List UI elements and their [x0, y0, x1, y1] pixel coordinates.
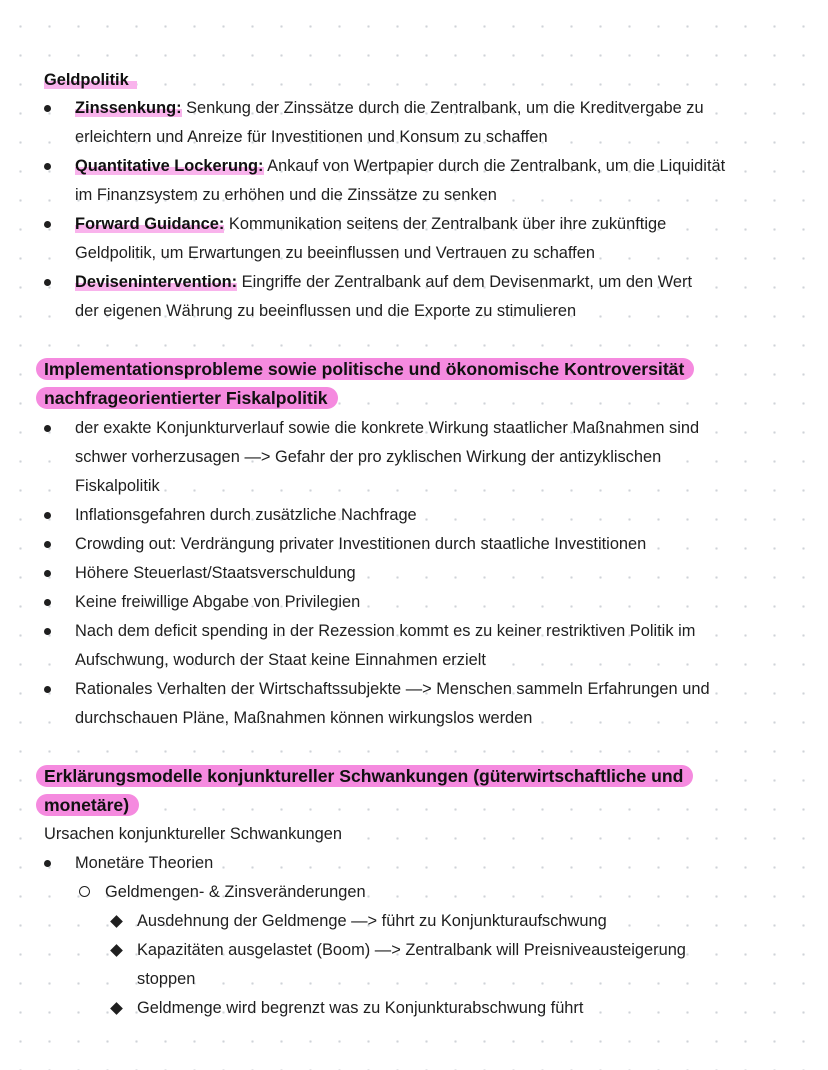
diamond-icon — [110, 1002, 123, 1015]
bullet-icon — [44, 860, 51, 867]
list-item-continuation: im Finanzsystem zu erhöhen und die Zinssätze zu senken — [75, 186, 497, 204]
section-heading-implementation-line2: nachfrageorientierter Fiskalpolitik — [36, 384, 338, 413]
bullet-icon — [44, 686, 51, 693]
bullet-icon — [44, 541, 51, 548]
hollow-circle-icon — [79, 886, 90, 897]
list-item-continuation: Geldpolitik, um Erwartungen zu beeinflussen und Vertrauen zu schaffen — [75, 244, 595, 262]
list-item-term: Zinssenkung: — [75, 99, 182, 117]
section-heading-implementation: Implementationsprobleme sowie politische und ökonomische Kontroversität — [36, 355, 694, 384]
bullet-icon — [44, 599, 51, 606]
list-item-continuation: der eigenen Währung zu beeinflussen und die Exporte zu stimulieren — [75, 302, 577, 320]
list-item-text: Ankauf von Wertpapier durch die Zentralbank, um die Liquidität — [263, 157, 726, 175]
intro-text: Ursachen konjunktureller Schwankungen — [44, 825, 342, 843]
bullet-icon — [44, 425, 51, 432]
bullet-icon — [44, 105, 51, 112]
list-item-continuation: erleichtern und Anreize für Investitionen und Konsum zu schaffen — [75, 128, 548, 146]
bullet-icon — [44, 279, 51, 286]
diamond-icon — [110, 915, 123, 928]
bullet-icon — [44, 512, 51, 519]
bullet-icon — [44, 221, 51, 228]
list-item-term: Forward Guidance: — [75, 215, 225, 233]
list-item-term: Devisenintervention: — [75, 273, 238, 291]
list-item-text: Kommunikation seitens der Zentralbank über ihre zukünftige — [224, 215, 667, 233]
list-item-text: Eingriffe der Zentralbank auf dem Devisenmarkt, um den Wert — [237, 273, 693, 291]
diamond-icon — [110, 944, 123, 957]
list-item-term: Quantitative Lockerung: — [75, 157, 264, 175]
section-heading-geldpolitik: Geldpolitik — [44, 66, 137, 95]
bullet-icon — [44, 628, 51, 635]
note-page: Geldpolitik Zinssenkung: Senkung der Zinssätze durch die Zentralbank, um die Kreditvergabe zu erleichtern und Anreize für Investitionen und Konsum zu schaffen Quantitative Lockerung: Ankauf von Wertpapier durch die Zentralbank, um die Liquidität im Finanzsystem zu erhöhen und die Zinssätze zu senken Forward Guidance: Kommunikation seitens der Zentralbank über ihre zukünftige Geldpolitik, um Erwartungen zu beeinflussen und Vertrauen zu schaffen Devisenintervention: Eingriffe der Zentralbank auf dem Devisenmarkt, um den Wert der eigenen Währung zu beeinflussen und die Exporte zu stimulieren Implementationsprobleme sowie politische und ökonomische Kontroversität nachfrageorientierter Fiskalpolitik der exakte Konjunkturverlauf sowie die konkrete Wirkung staatlicher Maßnahmen sind schwer vorherzusagen —> Gefahr der pro zyklischen Wirkung der antizyklischen Fiskalpolitik Inflationsgefahren durch zusätzliche Nachfrage Crowding out: Verdrängung privater Investitionen durch staatliche Investitionen Höhere Steuerlast/Staatsverschuldung Keine freiwillige Abgabe von Privilegien Nach dem deficit spending in der Rezession kommt es zu keiner restriktiven Politik im Aufschwung, wodurch der Staat keine Einnahmen erzielt Rationales Verhalten der Wirtschaftssubjekte —> Menschen sammeln Erfahrungen und durchschauen Pläne, Maßnahmen können wirkungslos werden Erklärungsmodelle konjunktureller Schwankungen (güterwirtschaftliche und monetäre) Ursachen konjunktureller Schwankungen Monetäre Theorien Geldmengen- & Zinsveränderungen Ausdehnung der Geldmenge —> führt zu Konjunkturaufschwung Kapazitäten ausgelastet (Boom) —> Zentralbank will Preisniveausteigerung stoppen Geldmenge wird begrenzt was zu Konjunkturabschwung führt — [0, 0, 828, 1070]
bullet-icon — [44, 570, 51, 577]
list-item-text: Senkung der Zinssätze durch die Zentralbank, um die Kreditvergabe zu — [181, 99, 704, 117]
section-heading-erklaerung-line2: monetäre) — [36, 791, 139, 820]
bullet-icon — [44, 163, 51, 170]
section-heading-erklaerung: Erklärungsmodelle konjunktureller Schwankungen (güterwirtschaftliche und — [36, 762, 693, 791]
